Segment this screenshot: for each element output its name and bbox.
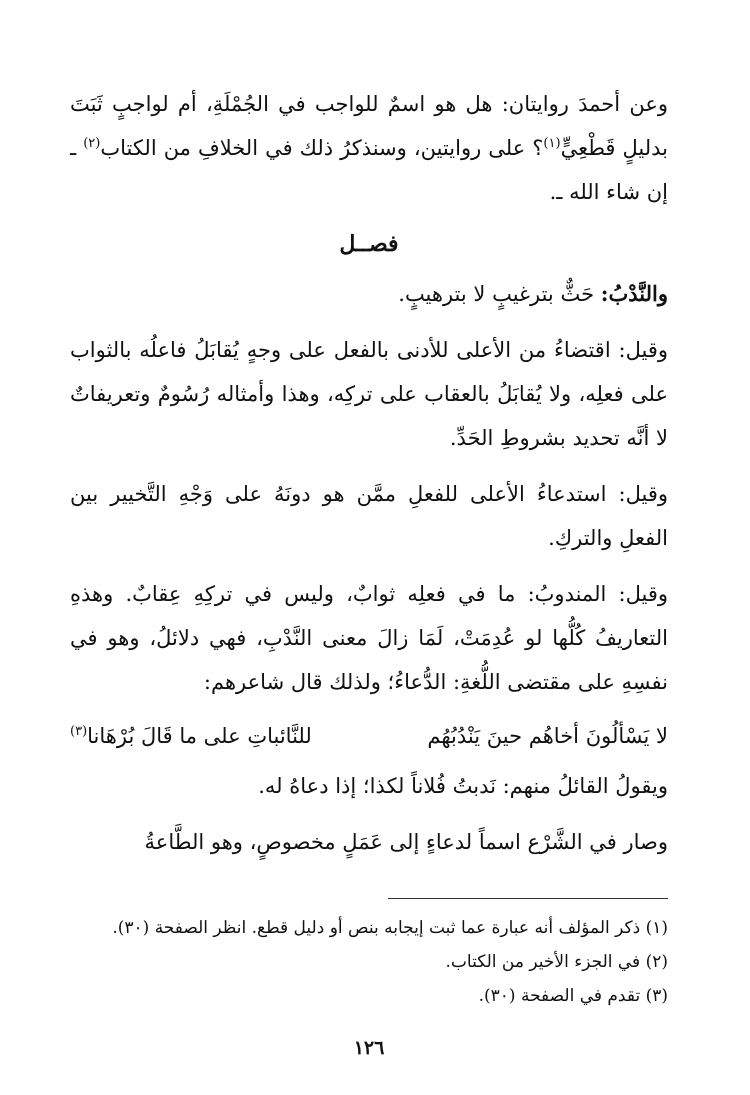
footnote-1: (١) ذكر المؤلف أنه عبارة عما ثبت إيجابه بنص أو دليل قطع. انظر الصفحة (٣٠). [112, 918, 668, 938]
footnote-2: (٢) في الجزء الأخير من الكتاب. [445, 952, 668, 972]
paragraph-nadabtu-example: ويقولُ القائلُ منهم: نَدبتُ فُلاناً لكذا؛ إذا دعاهُ له. [258, 774, 668, 798]
paragraph-ahmad-narrations: وعن أحمدَ روايتان: هل هو اسمٌ للواجب في الجُمْلَةِ، أم لواجبٍ ثَبَتَ بدليلٍ قَطْعِيٍّ$^{(١)}$؟ على روايتين، وسنذكرُ ذلك في الخلافِ من الكتاب$^{(٢)}$ ـ إن شاء الله ـ. [70, 92, 668, 204]
section-heading: فصــل [339, 231, 399, 257]
page-number: ١٢٦ [353, 1037, 385, 1059]
verse-second-hemistich: للنَّائباتِ على ما قَالَ بُرْهَانا$^{(٣)}$ [70, 724, 312, 748]
paragraph-mandub-definition: وقيل: المندوبُ: ما في فعلِه ثوابٌ، وليس في تركِهِ عِقابٌ. وهذهِ التعاريفُ كُلُّها لو عُدِمَتْ، لَمَا زالَ معنى النَّدْبِ، فهي دلائلُ، وهو في نفسِهِ على مقتضى اللُّغةِ: الدُّعاءُ؛ ولذلك قال شاعرهم: [70, 582, 668, 694]
verse-first-hemistich: لا يَسْألُونَ أخاهُم حينَ يَنْدُبُهُم [427, 724, 668, 748]
poetry-verse [70, 714, 668, 758]
footnotes-divider [388, 898, 668, 899]
footnote-ref-2[interactable]: (٢) [83, 136, 101, 151]
term-nadb: والنَّدْبُ: [600, 281, 668, 306]
paragraph-second-definition: وقيل: اقتضاءُ من الأعلى للأدنى بالفعل على وجهٍ يُقابَلُ فاعلُه بالثواب على فعلِه، ولا يُقابَلُ بالعقاب على تركِه، وهذا وأمثاله رُسُومٌ وتعريفاتٌ لا أنَّه تحديد بشروطِ الحَدِّ. [70, 338, 668, 450]
footnote-3: (٣) تقدم في الصفحة (٣٠). [478, 986, 668, 1006]
footnote-ref-1[interactable]: (١) [543, 136, 561, 151]
footnote-ref-3[interactable]: (٣) [70, 724, 88, 739]
paragraph-sharia-meaning: وصار في الشَّرْع اسماً لدعاءٍ إلى عَمَلٍ مخصوصٍ، وهو الطَّاعةُ [144, 830, 668, 854]
paragraph-third-definition: وقيل: استدعاءُ الأعلى للفعلِ ممَّن هو دونَهُ على وَجْهِ التَّخيير بين الفعلِ والتركِ. [70, 482, 668, 550]
paragraph-nadb-definition: والنَّدْبُ: حَثٌّ بترغيبٍ لا بترهيبٍ. [398, 281, 668, 306]
